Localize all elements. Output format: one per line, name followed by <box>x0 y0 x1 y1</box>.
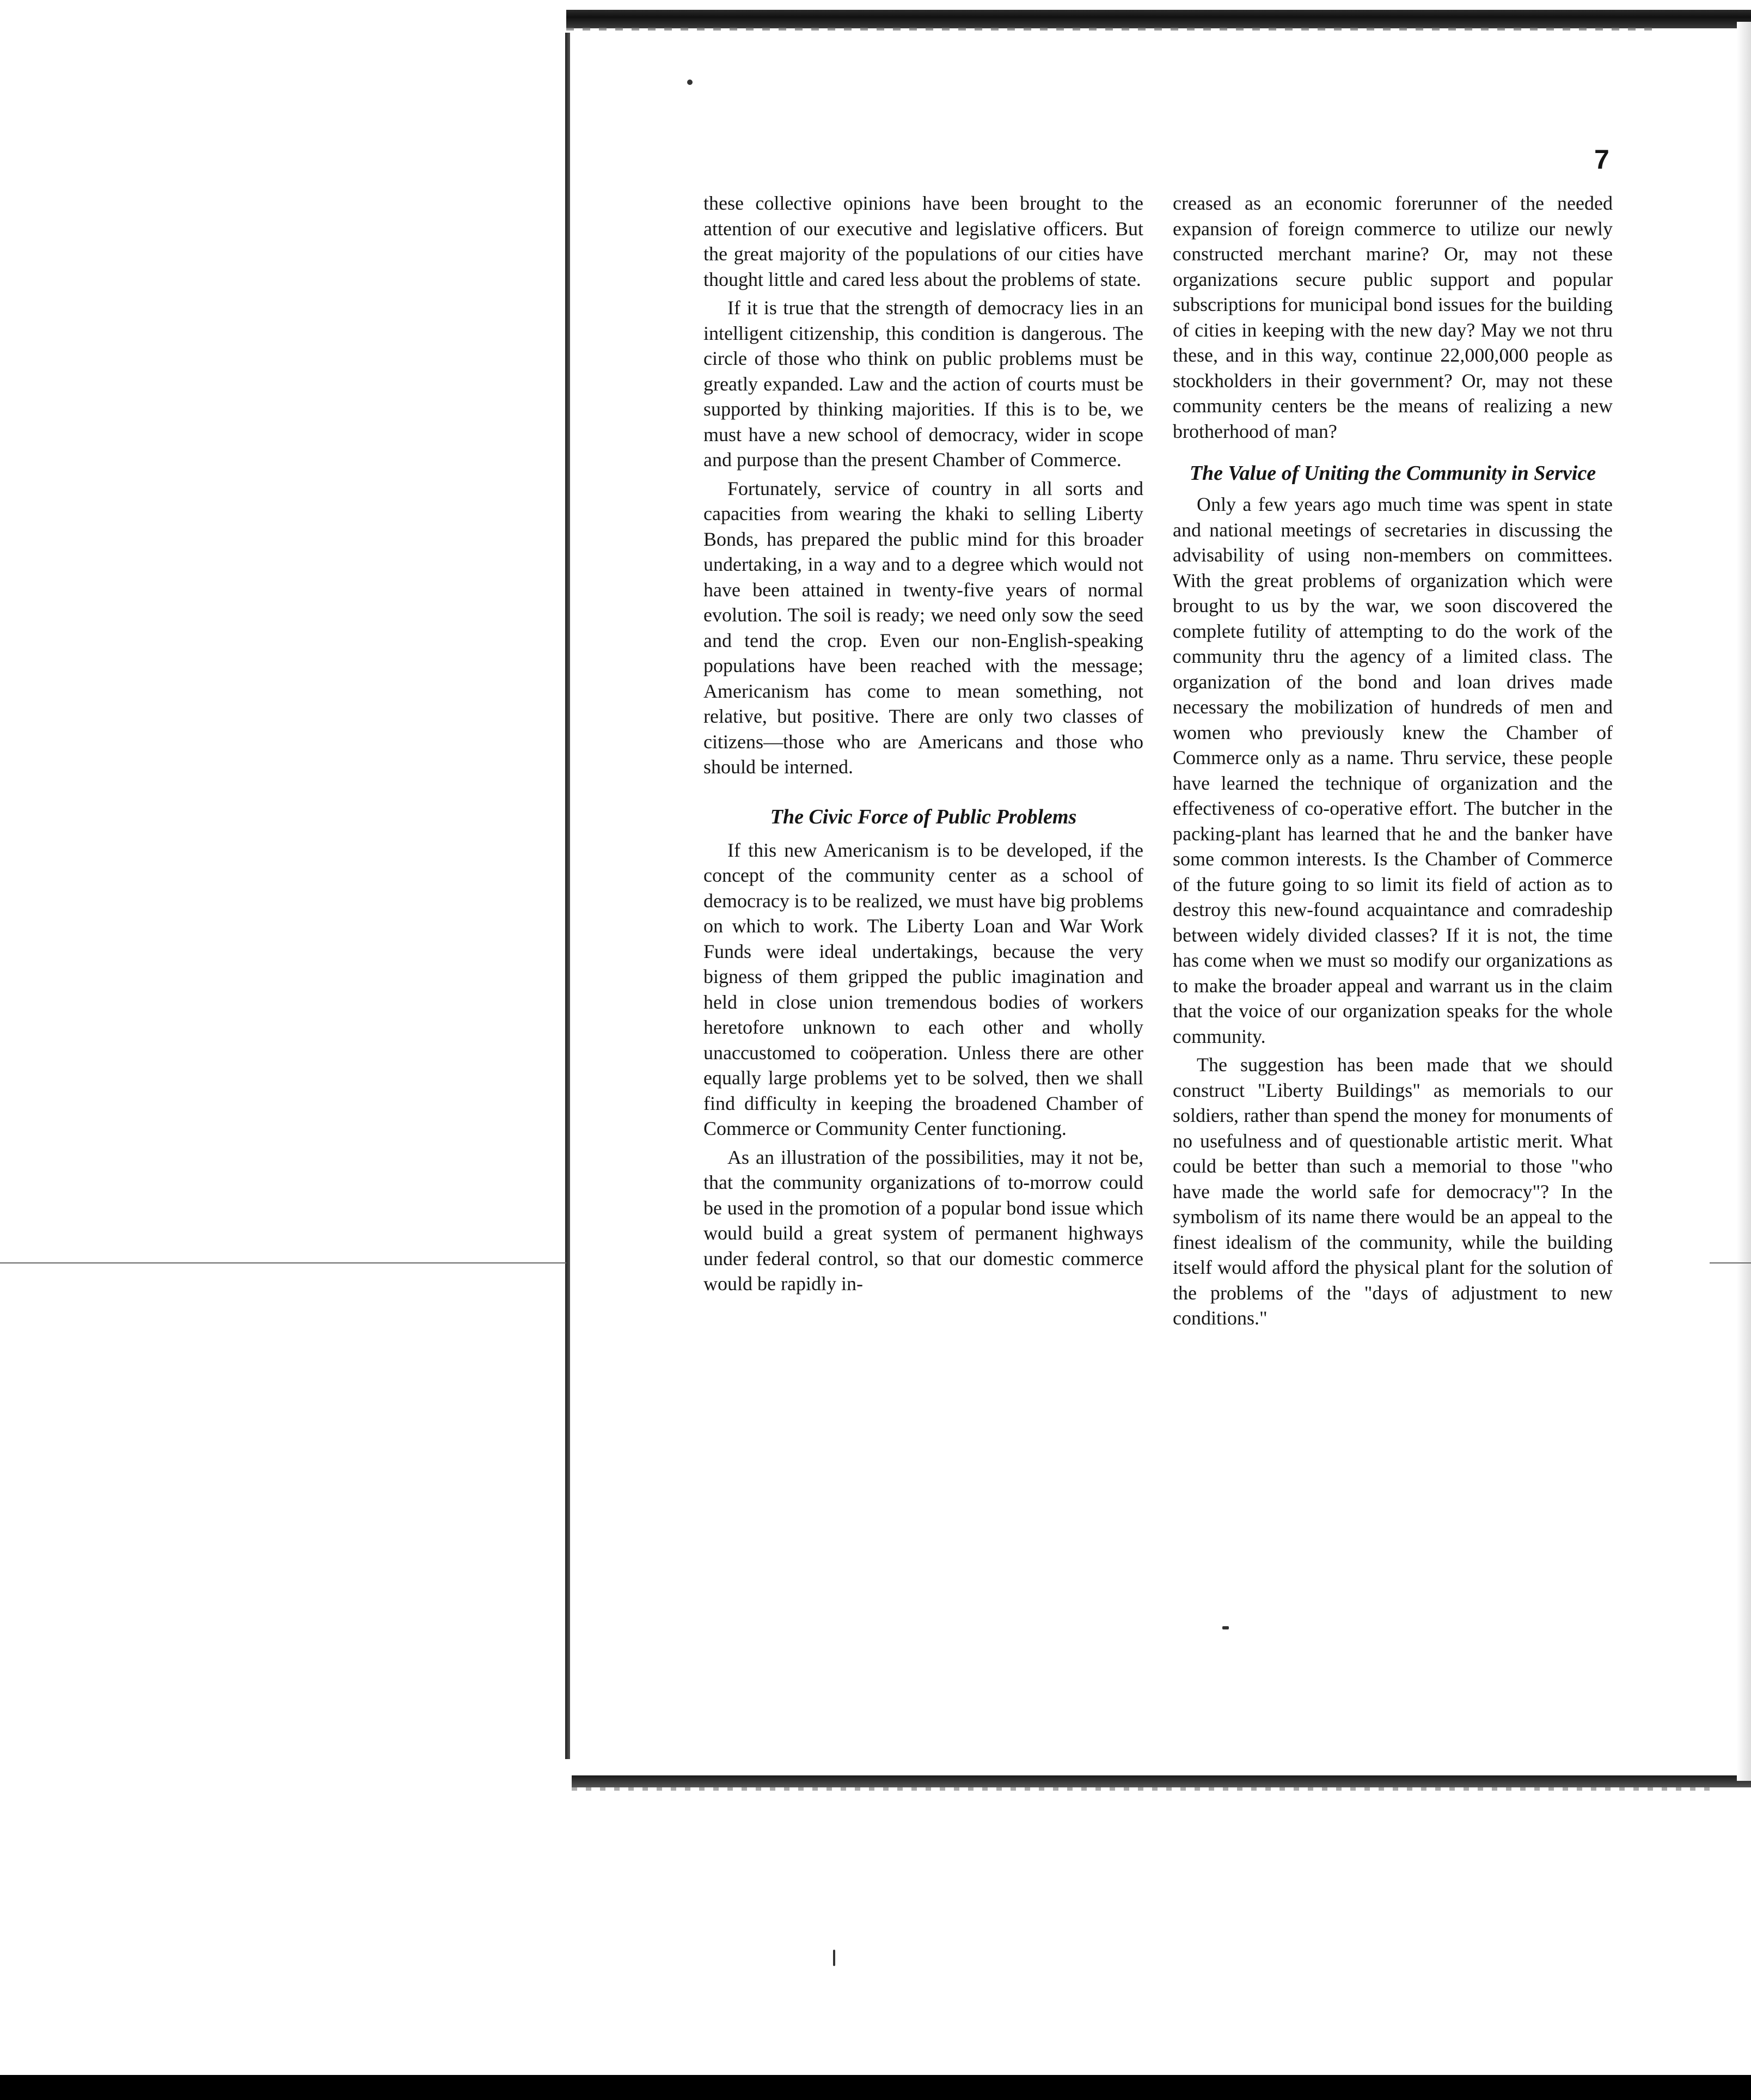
scan-border-right <box>1737 22 1751 1781</box>
scan-footer-bar <box>0 2075 1751 2100</box>
paragraph: The suggestion has been made that we should construct "Liberty Buildings" as memorials to our soldiers, rather than spend the money for monuments of no usefulness and of questionable artistic merit. What could be better than such a memorial to those "who have made the world safe for democracy"? In the symbolism of its name there would be an appeal to the finest idealism of the community, while the building itself would afford the physical plant for the solution of the problems of the "days of adjustment to new conditions." <box>1173 1054 1613 1329</box>
scan-noise-bottom <box>572 1787 1715 1791</box>
section-heading: The Value of Uniting the Community in Service <box>1189 462 1596 485</box>
scan-border-bottom <box>572 1775 1751 1787</box>
left-column <box>703 191 1143 1297</box>
scan-speck <box>687 80 693 85</box>
scan-border-top <box>566 10 1751 28</box>
paragraph: creased as an economic forerunner of the needed expansion of foreign commerce to utilize our newly constructed merchant marine? Or, may not these organizations secure public support and popular subscriptions for municipal bond issues for the building of cities in keeping with the new day? May we not thru these, and in this way, continue 22,000,000 people as stockholders in their government? Or, may not these community centers be the means of realizing a new brotherhood of man? <box>1173 192 1613 442</box>
fold-line-right <box>1710 1262 1751 1263</box>
paragraph: If this new Americanism is to be developed, if the concept of the community center as a school of democracy is to be realized, we must have big problems on which to work. The Liberty Loan and War Work Funds were ideal undertakings, because the very bigness of them gripped the public imagination and held in close union tremendous bodies of workers heretofore unknown to each other and wholly unaccustomed to coöperation. Unless there are other equally large problems yet to be solved, then we shall find difficulty in keeping the broadened Chamber of Commerce or Community Center functioning. <box>703 839 1143 1139</box>
right-column <box>1173 191 1613 1331</box>
paragraph: Fortunately, service of country in all sorts and capacities from wearing the khaki to selling Liberty Bonds, has prepared the public mind for this broader undertaking, in a way and to a degree which would not have been attained in twenty-five years of normal evolution. The soil is ready; we need only sow the seed and tend the crop. Even our non-English-speaking populations have been reached with the message; Americanism has come to mean something, not relative, but positive. There are only two classes of citizens—those who are Americans and those who should be interned. <box>703 477 1143 778</box>
paragraph: If it is true that the strength of democracy lies in an intelligent citizenship, this condition is dangerous. The circle of those who think on public problems must be greatly expanded. Law and the action of courts must be supported by thinking majorities. If this is to be, we must have a new school of democracy, wider in scope and purpose than the present Chamber of Commerce. <box>703 297 1143 471</box>
scan-border-left <box>565 33 570 1759</box>
scan-speck <box>1222 1626 1229 1629</box>
section-heading: The Civic Force of Public Problems <box>770 805 1077 828</box>
paragraph: these collective opinions have been brought to the attention of our executive and legislative officers. But the great majority of the populations of our cities have thought little and cared less about the problems of state. <box>703 192 1143 290</box>
paragraph: As an illustration of the possibilities, may it not be, that the community organizations of to-morrow could be used in the promotion of a popular bond issue which would build a great system of permanent highways under federal control, so that our domestic commerce would be rapidly in- <box>703 1146 1143 1295</box>
scan-noise-top <box>566 27 1655 30</box>
fold-line-left <box>0 1262 566 1263</box>
page-number: 7 <box>1594 144 1609 175</box>
scan-speck <box>833 1950 835 1966</box>
paragraph: Only a few years ago much time was spent in state and national meetings of secretaries in discussing the advisability of using non-members on committees. With the great problems of organization which were brought to us by the war, we soon discovered the complete futility of attempting to do the work of the community thru the agency of a limited class. The organization of the bond and loan drives made necessary the mobilization of hundreds of men and women who previously knew the Chamber of Commerce only as a name. Thru service, these people have learned the technique of organization and the effectiveness of co-operative effort. The butcher in the packing-plant has learned that he and the banker have some common interests. Is the Chamber of Commerce of the future going to so limit its field of action as to destroy this new-found acquaintance and comradeship between widely divided classes? If it is not, the time has come when we must so modify our organizations as to make the broader appeal and warrant us in the claim that the voice of our organization speaks for the whole community. <box>1173 493 1613 1047</box>
